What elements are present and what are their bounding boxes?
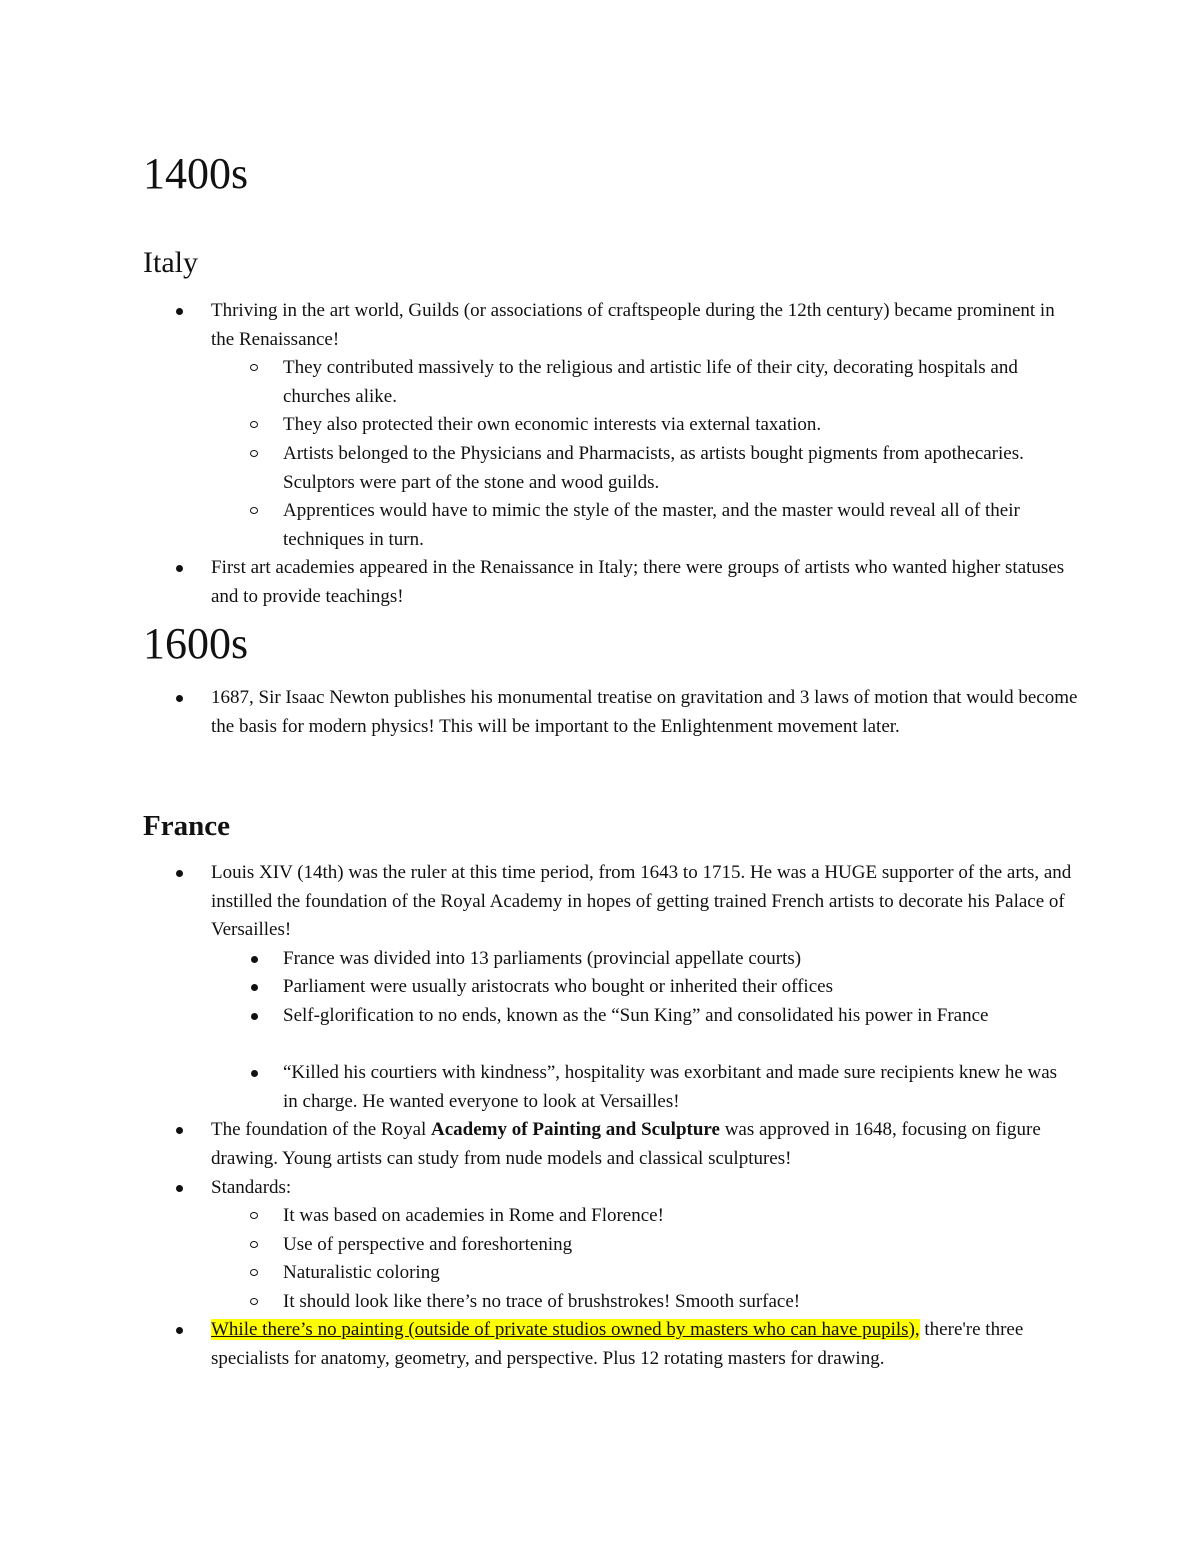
bullet-icon (176, 1127, 183, 1134)
bullet-icon (176, 308, 183, 315)
bullet-icon (176, 1185, 183, 1192)
circle-bullet-icon (250, 364, 258, 371)
subheading-italy: Italy (143, 246, 198, 279)
bullet-icon (251, 1070, 258, 1077)
circle-bullet-icon (250, 507, 258, 514)
circle-bullet-icon (250, 450, 258, 457)
list-item: France was divided into 13 parliaments (provincial appellate courts) (283, 945, 1073, 974)
circle-bullet-icon (250, 1212, 258, 1219)
circle-bullet-icon (250, 1298, 258, 1305)
bullet-icon (251, 1013, 258, 1020)
list-item: Self-glorification to no ends, known as the “Sun King” and consolidated his power in France (283, 1002, 1073, 1031)
list-item: Parliament were usually aristocrats who bought or inherited their offices (283, 973, 1073, 1002)
bullet-icon (176, 565, 183, 572)
bullet-icon (176, 1327, 183, 1334)
list-item: It was based on academies in Rome and Florence! (283, 1202, 1073, 1231)
highlighted-text: While there’s no painting (outside of private studios owned by masters who can have pupils), (211, 1319, 920, 1340)
bullet-icon (251, 984, 258, 991)
bullet-icon (176, 870, 183, 877)
list-item: Naturalistic coloring (283, 1259, 1073, 1288)
circle-bullet-icon (250, 1269, 258, 1276)
heading-1400s: 1400s (143, 149, 249, 198)
heading-1600s: 1600s (143, 619, 249, 668)
list-item: Thriving in the art world, Guilds (or associations of craftspeople during the 12th century) became prominent in the Renaissance! (211, 297, 1081, 354)
list-item: Apprentices would have to mimic the style of the master, and the master would reveal all of their techniques in turn. (283, 497, 1073, 554)
list-item: They contributed massively to the religious and artistic life of their city, decorating hospitals and churches alike. (283, 354, 1073, 411)
list-item: The foundation of the Royal Academy of Painting and Sculpture was approved in 1648, focusing on figure drawing. Young artists can study from nude models and classical sculptures! (211, 1116, 1081, 1173)
list-item: It should look like there’s no trace of brushstrokes! Smooth surface! (283, 1288, 1073, 1317)
circle-bullet-icon (250, 421, 258, 428)
list-item: While there’s no painting (outside of private studios owned by masters who can have pupils), there're three specialists for anatomy, geometry, and perspective. Plus 12 rotating masters for drawing. (211, 1316, 1081, 1373)
list-item: Louis XIV (14th) was the ruler at this time period, from 1643 to 1715. He was a HUGE supporter of the arts, and instilled the foundation of the Royal Academy in hopes of getting trained French artists to decorate his Palace of Versailles! (211, 859, 1081, 945)
list-item: First art academies appeared in the Renaissance in Italy; there were groups of artists who wanted higher statuses and to provide teachings! (211, 554, 1081, 611)
list-item: “Killed his courtiers with kindness”, hospitality was exorbitant and made sure recipients knew he was in charge. He wanted everyone to look at Versailles! (283, 1059, 1073, 1116)
bullet-icon (251, 956, 258, 963)
list-item: Use of perspective and foreshortening (283, 1231, 1073, 1260)
list-item: Artists belonged to the Physicians and Pharmacists, as artists bought pigments from apothecaries. Sculptors were part of the stone and wood guilds. (283, 440, 1073, 497)
subheading-france: France (143, 810, 230, 842)
academy-name: Academy of Painting and Sculpture (431, 1119, 720, 1140)
bullet-icon (176, 695, 183, 702)
list-item: They also protected their own economic interests via external taxation. (283, 411, 1073, 440)
list-item: 1687, Sir Isaac Newton publishes his monumental treatise on gravitation and 3 laws of motion that would become the basis for modern physics! This will be important to the Enlightenment movement later. (211, 684, 1081, 741)
circle-bullet-icon (250, 1241, 258, 1248)
list-item: Standards: (211, 1174, 1081, 1203)
